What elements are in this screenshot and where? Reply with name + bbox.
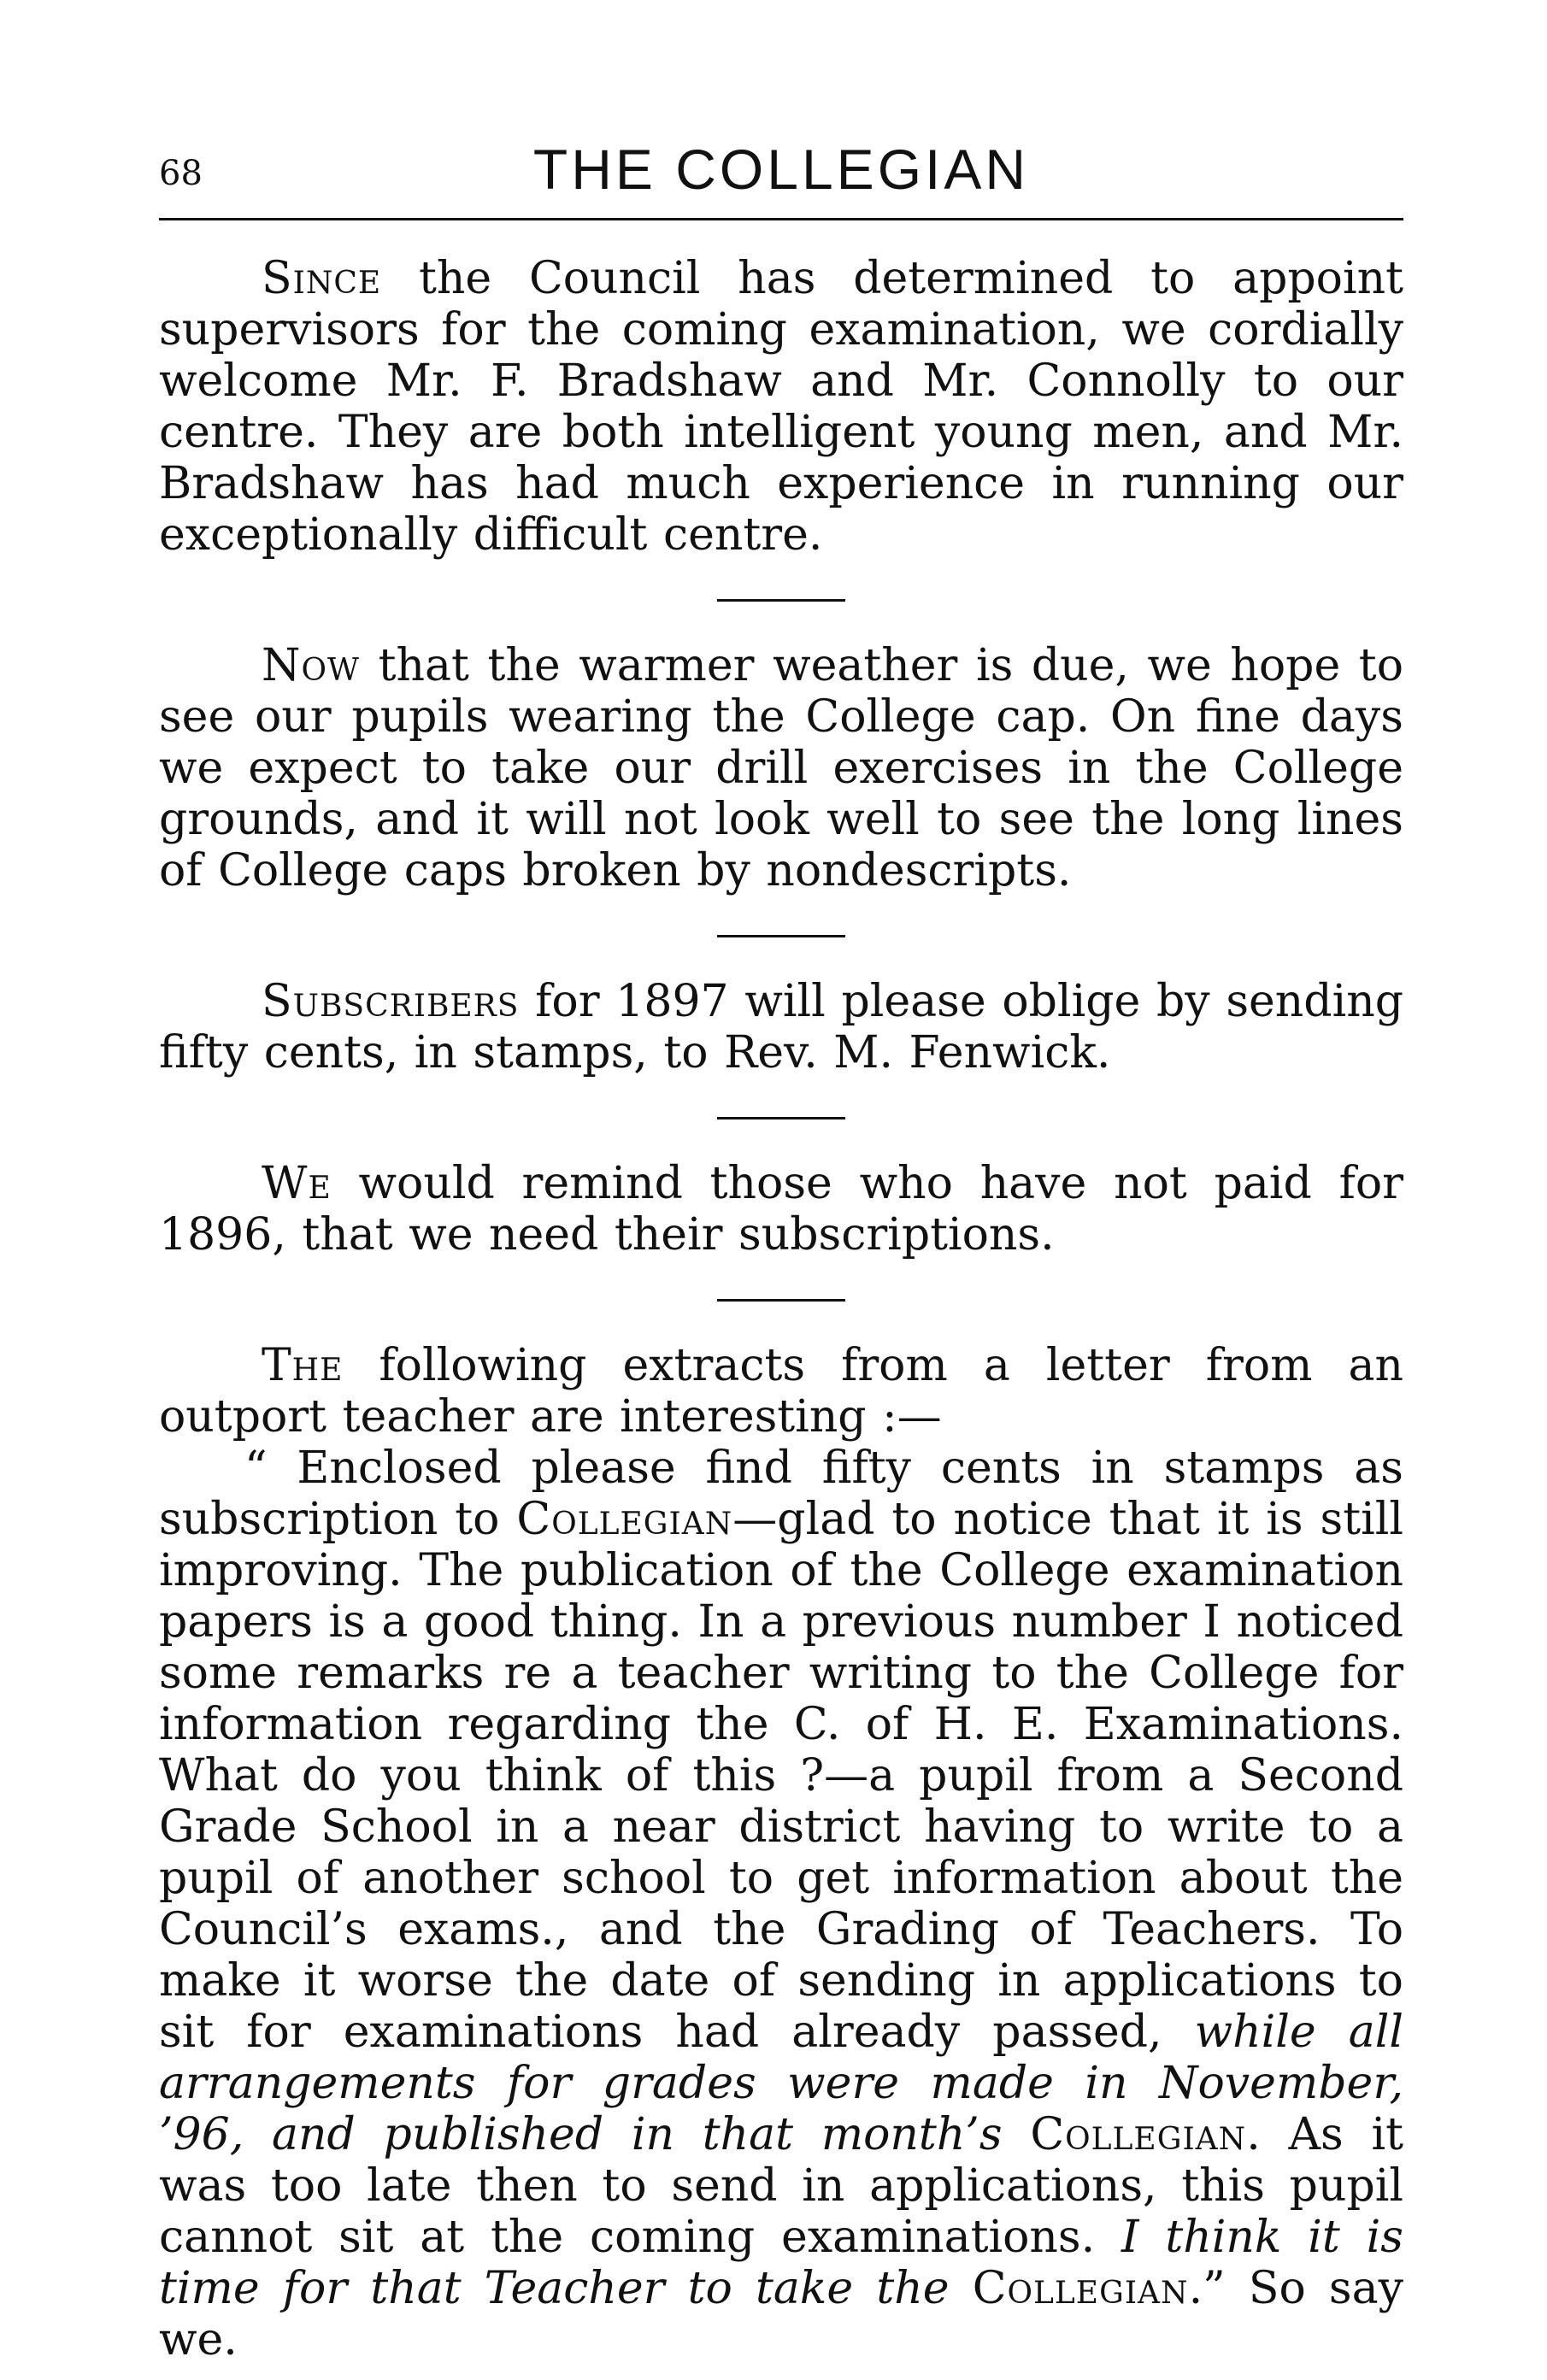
paragraph-reminder	[159, 1158, 1403, 1261]
section-separator	[717, 1117, 845, 1119]
section-separator	[717, 1299, 845, 1302]
quote-text	[1003, 2109, 1031, 2160]
quote-text: . As it was too late then to send in applications, this pupil cannot sit at the coming examinations.	[159, 2109, 1404, 2263]
letter-quote	[159, 1443, 1403, 2365]
quote-italic: I think it is time for that Teacher to take the	[159, 2212, 1403, 2314]
lead-word: Subscribers	[262, 976, 520, 1027]
running-title: THE COLLEGIAN	[532, 138, 1030, 201]
paragraph-extracts	[159, 1340, 1403, 1443]
quote-italic: while all arrangements for grades were made in November, ’96, and published in that month’s	[159, 2007, 1403, 2160]
paragraph-text: that the warmer weather is due, we hope to see our pupils wearing the College cap. On fine days we expect to take our drill exercises in the College grounds, and it will not look well to see the long lines of College caps broken by nondescripts.	[159, 640, 1403, 896]
page-number: 68	[159, 154, 203, 193]
section-separator	[717, 935, 845, 937]
quote-text: .” So say we.	[159, 2263, 1403, 2365]
paragraph-subscribers	[159, 976, 1403, 1078]
paragraph-college-cap	[159, 640, 1403, 896]
collegian-name: Collegian	[1030, 2109, 1247, 2160]
section-separator	[717, 599, 845, 602]
header-rule	[159, 218, 1403, 220]
page	[159, 137, 1403, 2365]
lead-word: Since	[262, 253, 382, 304]
paragraph-text: the Council has determined to appoint supervisors for the coming examination, we cordially welcome Mr. F. Bradshaw and Mr. Connolly to our centre. They are both intelligent young men, and Mr. Bradshaw has had much experience in running our exceptionally difficult centre.	[159, 253, 1403, 561]
quote-text: —glad to notice that it is still improving. The publication of the College examination papers is a good thing. In a previous number I noticed some remarks re a teacher writing to the College for information regarding the C. of H. E. Examinations. What do you think of this ?—a pupil from a Second Grade School in a near district having to write to a pupil of another school to get information about the Council’s exams., and the Grading of Teachers. To make it worse the date of sending in applications to sit for examinations had already passed,	[159, 1494, 1403, 2058]
paragraph-supervisors	[159, 253, 1403, 561]
collegian-name: Collegian	[516, 1494, 733, 1545]
lead-word: Now	[262, 640, 361, 691]
quote-text	[950, 2263, 973, 2314]
paragraph-text: for 1897 will please oblige by sending fifty cents, in stamps, to Rev. M. Fenwick.	[159, 976, 1403, 1078]
page-header	[159, 137, 1403, 218]
lead-word: We	[262, 1158, 332, 1209]
lead-word: The	[262, 1340, 344, 1391]
paragraph-text: would remind those who have not paid for 1896, that we need their subscriptions.	[159, 1158, 1403, 1261]
collegian-name: Collegian	[972, 2263, 1189, 2314]
paragraph-text: following extracts from a letter from an outport teacher are interesting :—	[159, 1340, 1403, 1443]
quote-text: “ Enclosed please find fifty cents in stamps as subscription to	[159, 1443, 1403, 1545]
